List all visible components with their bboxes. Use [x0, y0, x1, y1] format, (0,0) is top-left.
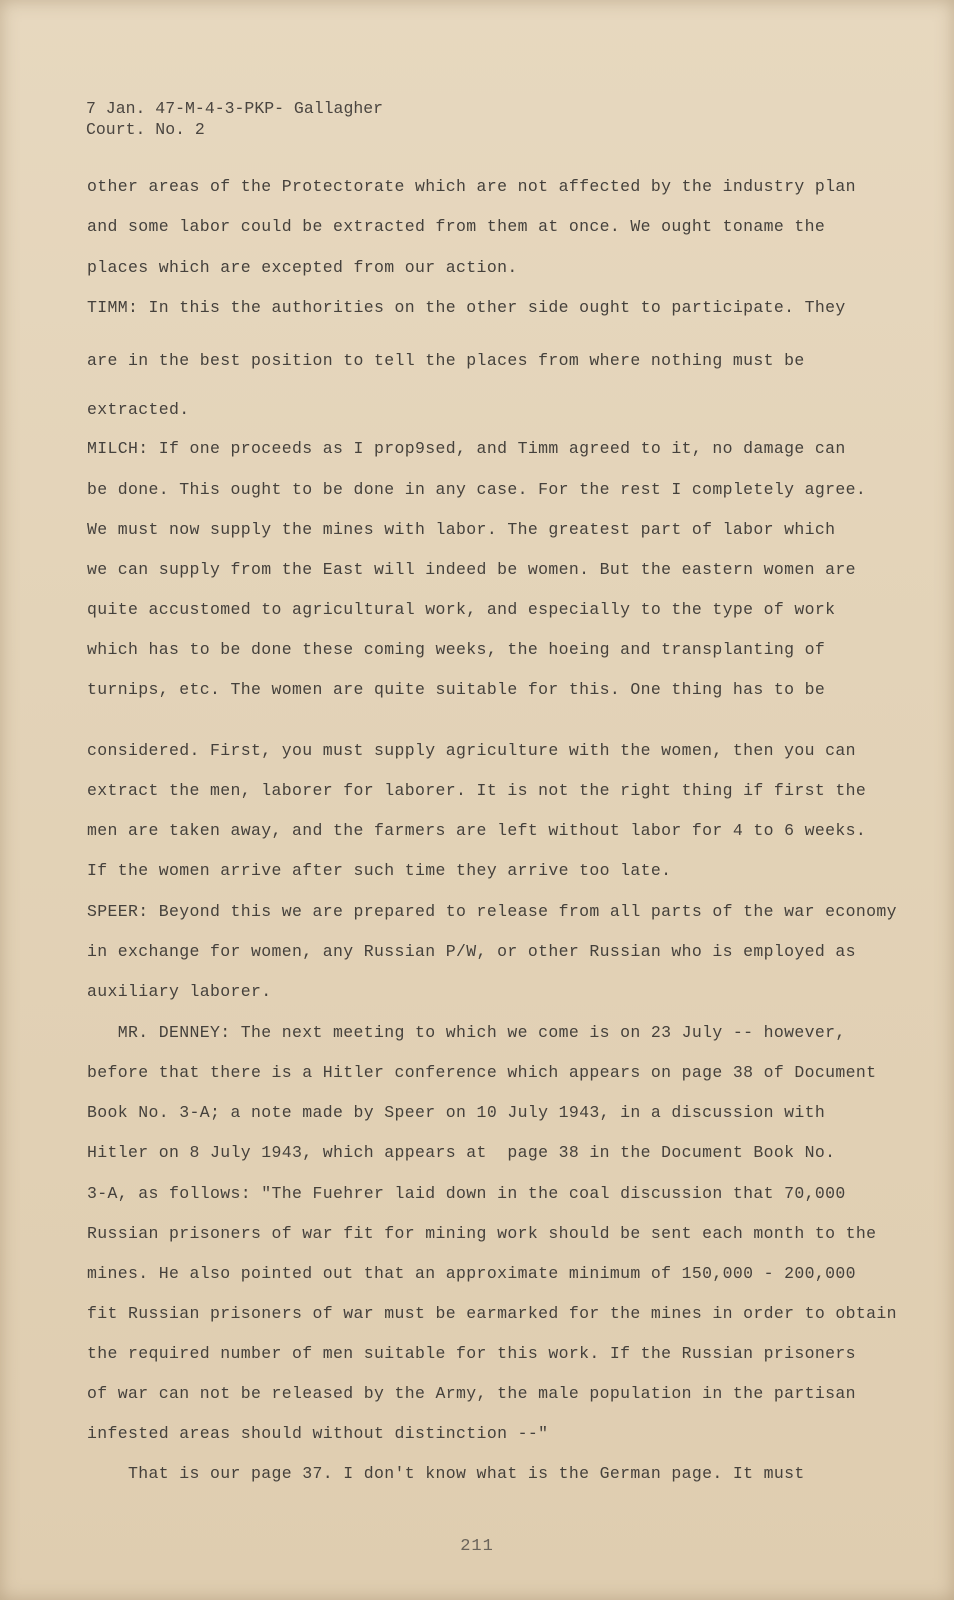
- header-reference: 7 Jan. 47-M-4-3-PKP- Gallagher: [86, 99, 384, 118]
- text-line: quite accustomed to agricultural work, and especially to the type of work: [87, 600, 836, 619]
- text-line: auxiliary laborer.: [87, 982, 272, 1001]
- text-line: If the women arrive after such time they arrive too late.: [87, 861, 672, 880]
- header-court: Court. No. 2: [86, 120, 205, 139]
- text-line: SPEER: Beyond this we are prepared to release from all parts of the war economy: [87, 902, 897, 921]
- text-line: infested areas should without distinction --": [87, 1424, 549, 1443]
- text-line: 3-A, as follows: "The Fuehrer laid down in the coal discussion that 70,000: [87, 1184, 846, 1203]
- text-line: fit Russian prisoners of war must be earmarked for the mines in order to obtain: [87, 1304, 897, 1323]
- text-line: mines. He also pointed out that an approximate minimum of 150,000 - 200,000: [87, 1264, 856, 1283]
- text-line: places which are excepted from our action.: [87, 258, 518, 277]
- text-line: MR. DENNEY: The next meeting to which we come is on 23 July -- however,: [87, 1023, 846, 1042]
- text-line: extracted.: [87, 400, 190, 419]
- text-line: Book No. 3-A; a note made by Speer on 10 July 1943, in a discussion with: [87, 1103, 826, 1122]
- text-line: considered. First, you must supply agriculture with the women, then you can: [87, 741, 856, 760]
- text-line: men are taken away, and the farmers are left without labor for 4 to 6 weeks.: [87, 821, 867, 840]
- text-line: extract the men, laborer for laborer. It is not the right thing if first the: [87, 781, 867, 800]
- text-line: MILCH: If one proceeds as I prop9sed, and Timm agreed to it, no damage can: [87, 439, 846, 458]
- document-header: [86, 98, 383, 140]
- text-line: turnips, etc. The women are quite suitable for this. One thing has to be: [87, 680, 826, 699]
- text-line: and some labor could be extracted from them at once. We ought toname the: [87, 217, 826, 236]
- text-line: We must now supply the mines with labor. The greatest part of labor which: [87, 520, 836, 539]
- text-line: in exchange for women, any Russian P/W, or other Russian who is employed as: [87, 942, 856, 961]
- text-line: before that there is a Hitler conference which appears on page 38 of Document: [87, 1063, 877, 1082]
- text-line: other areas of the Protectorate which are not affected by the industry plan: [87, 177, 856, 196]
- text-line: of war can not be released by the Army, the male population in the partisan: [87, 1384, 856, 1403]
- text-line: be done. This ought to be done in any case. For the rest I completely agree.: [87, 480, 867, 499]
- text-line: TIMM: In this the authorities on the other side ought to participate. They: [87, 298, 846, 317]
- text-line: the required number of men suitable for this work. If the Russian prisoners: [87, 1344, 856, 1363]
- page-number: 211: [460, 1537, 494, 1556]
- text-line: Russian prisoners of war fit for mining work should be sent each month to the: [87, 1224, 877, 1243]
- text-line: Hitler on 8 July 1943, which appears at page 38 in the Document Book No.: [87, 1143, 836, 1162]
- text-line: we can supply from the East will indeed be women. But the eastern women are: [87, 560, 856, 579]
- text-line: which has to be done these coming weeks, the hoeing and transplanting of: [87, 640, 826, 659]
- text-line: That is our page 37. I don't know what is the German page. It must: [87, 1464, 805, 1483]
- text-line: are in the best position to tell the places from where nothing must be: [87, 351, 805, 370]
